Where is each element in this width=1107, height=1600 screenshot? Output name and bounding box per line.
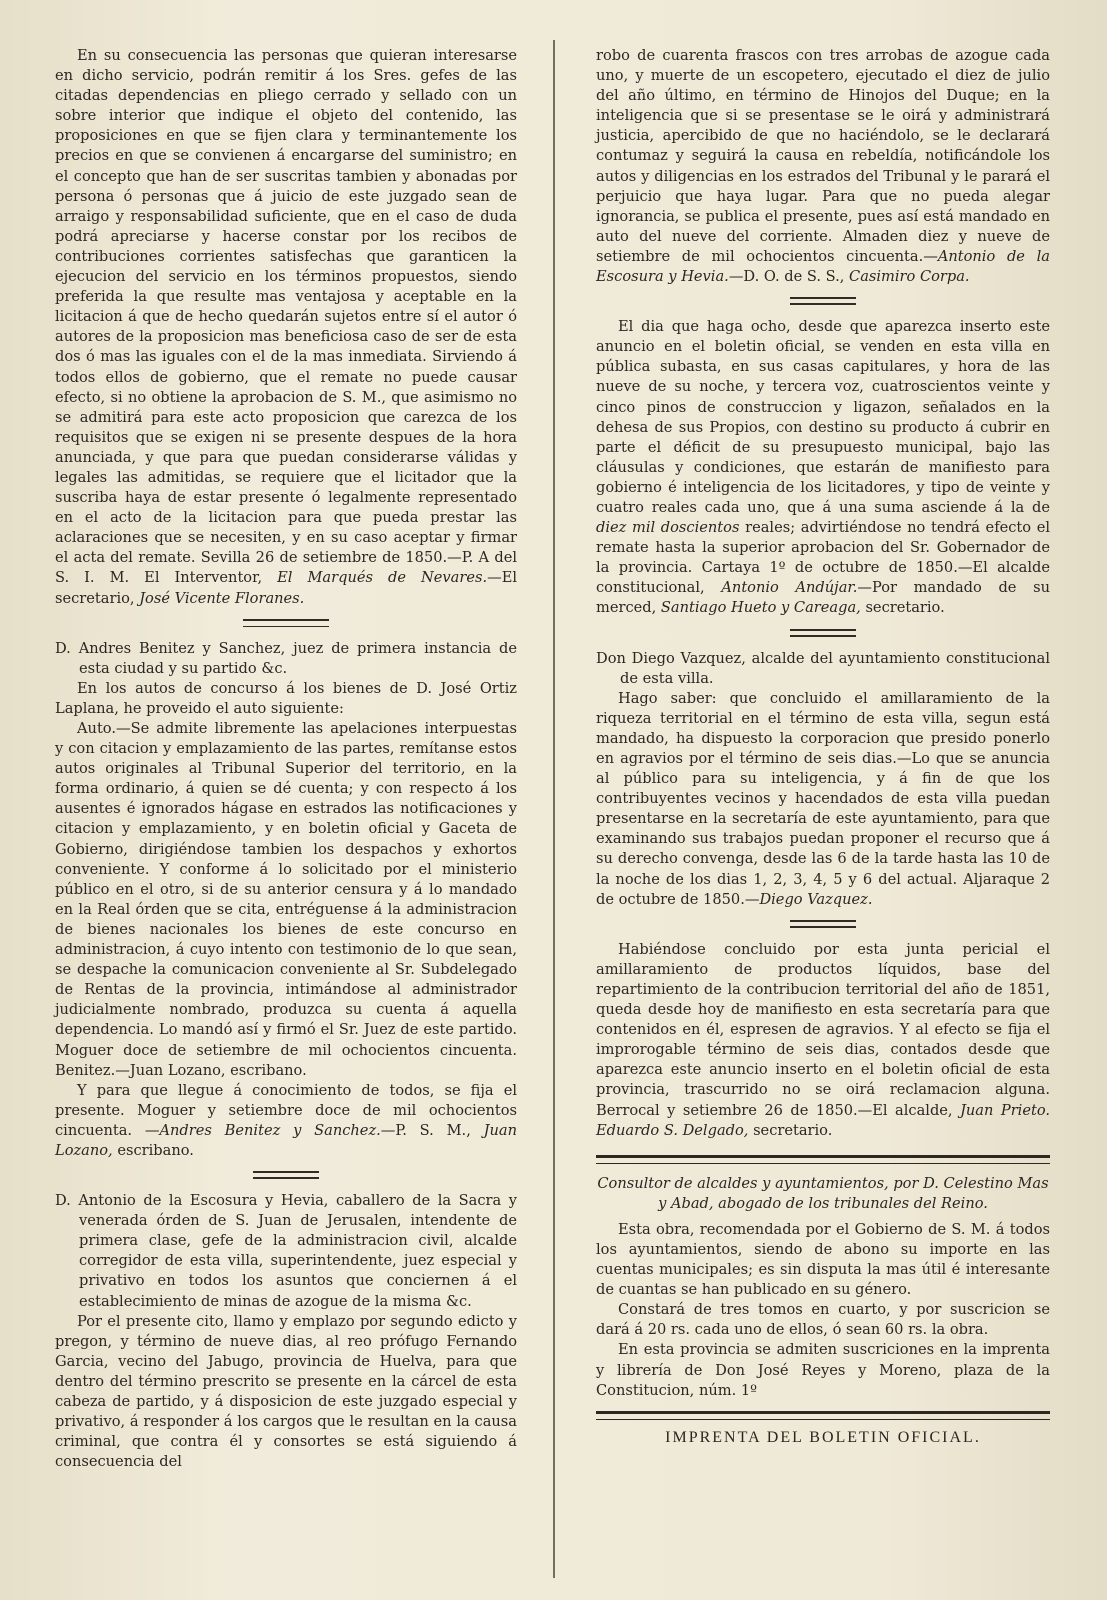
signature: Juan Prieto.	[960, 1101, 1051, 1119]
notice-amillaramiento: Habiéndose concluido por esta junta pericial el amillaramiento de productos líquidos, base del repartimiento de la contribucion territorial del año de 1851, queda desde hoy de manifiesto en esta secretaría para que contenidos en él, espresen de agravios. Y al efecto se fija el improrogable término de seis dias, contados desde que aparezca este anuncio inserto en el boletin oficial de esta provincia, trascurrido no se oirá reclamacion alguna. Berrocal y setiembre 26 de 1850.—El alcalde, Juan Prieto. Eduardo S. Delgado, secretario.	[596, 940, 1051, 1139]
separator-rule	[596, 1411, 1050, 1420]
notice-paragraph: Hago saber: que concluido el amillaramiento de la riqueza territorial en el término de esta villa, segun está mandado, ha dispuesto la corporacion que presido ponerlo en agravios por el término de seis dias.—Lo que se anuncia al público para su inteligencia, y á fin de que los contribuyentes vecinos y hacendados de esta villa puedan presentarse en la secretaría de este ayuntamiento, para que examinando sus trabajos puedan proponer el recurso que á su derecho convenga, desde las 6 de la tarde hasta las 10 de la noche de los dias 1, 2, 3, 4, 5 y 6 del actual. Aljaraque 2 de octubre de 1850.—Diego Vazquez.	[596, 689, 1050, 908]
right-column	[596, 46, 1050, 1600]
notice-heading: D. Andres Benitez y Sanchez, juez de primera instancia de esta ciudad y su partido &c.	[55, 639, 517, 677]
column-divider	[553, 40, 555, 1578]
signature: Santiago Hueto y Careaga,	[660, 599, 861, 617]
signature: Eduardo S. Delgado,	[596, 1121, 749, 1139]
signature: Casimiro Corpa.	[849, 268, 970, 286]
separator	[253, 1171, 319, 1179]
separator	[790, 297, 856, 305]
advert-paragraph: En esta provincia se admiten suscriciones en la imprenta y librería de Don José Reyes y Moreno, plaza de la Constitucion, núm. 1º	[596, 1341, 1050, 1399]
notice-paragraph: Auto.—Se admite libremente las apelaciones interpuestas y con citacion y emplazamiento de las partes, remítanse estos autos originales al Tribunal Superior del territorio, en la forma ordinario, á quien se dé cuenta; y con respecto á los ausentes é ignorados hágase en estrados las notificaciones y citacion y emplazamiento, y en boletin oficial y Gaceta de Gobierno, dirigiéndose tambien los despachos y exhortos conveniente. Y conforme á lo solicitado por el ministerio público en el otro, si de su anterior censura y á lo mandado en la Real órden que se cita, entréguense á la administracion de bienes nacionales los bienes de este concurso en administracion, á cuyo intento con testimonio de lo que sean, se despache la comunicacion conveniente al Sr. Subdelegado de Rentas de la provincia, intimándose al administrador judicialmente nombrado, produzca su cuenta á aquella dependencia. Lo mandó así y firmó el Sr. Juez de este partido. Moguer doce de setiembre de mil ochocientos cincuenta. Benitez.—Juan Lozano, escribano.	[55, 720, 517, 1079]
left-column	[55, 46, 517, 1600]
separator	[243, 619, 329, 627]
advert-paragraph: Constará de tres tomos en cuarto, y por suscricion se dará á 20 rs. cada uno de ellos, ó sean 60 rs. la obra.	[596, 1301, 1050, 1339]
notice-paragraph: Y para que llegue á conocimiento de todos, se fija el presente. Moguer y setiembre doce de mil ochocientos cincuenta. —Andres Benitez y Sanchez.—P. S. M., Juan Lozano, escribano.	[55, 1081, 518, 1159]
advert-paragraph: Esta obra, recomendada por el Gobierno de S. M. á todos los ayuntamientos, siendo de abono su importe en las cuentas municipales; es sin disputa la mas útil é interesante de cuantas se han publicado en su género.	[596, 1220, 1050, 1299]
imprint-footer: IMPRENTA DEL BOLETIN OFICIAL.	[665, 1428, 981, 1446]
signature: José Vicente Floranes.	[139, 589, 305, 607]
signature: Antonio Andújar.	[721, 579, 858, 597]
signature: El Marqués de Nevares.	[277, 569, 488, 587]
signature: —Andres Benitez y Sanchez.	[144, 1121, 381, 1139]
notice-continuation: robo de cuarenta frascos con tres arrobas de azogue cada uno, y muerte de un escopetero, ejecutado el diez de julio del año último, en término de Hinojos del Duque; en la inteligencia que si se presentase se le oirá y administrará justicia, apercibido de que no haciéndolo, se le declarará contumaz y seguirá la causa en rebeldía, notificándole los autos y diligencias en los estrados del Tribunal y le parará el perjuicio que haya lugar. Para que no pueda alegar ignorancia, se publica el presente, pues así está mandado en auto del nueve del corriente. Almaden diez y nueve de setiembre de mil ochocientos cincuenta.—Antonio de la Escosura y Hevia.—D. O. de S. S., Casimiro Corpa.	[596, 47, 1050, 286]
signature: Juan Lozano,	[55, 1121, 518, 1159]
notice-subasta: El dia que haga ocho, desde que aparezca inserto este anuncio en el boletin oficial, se venden en esta villa en pública subasta, en sus casas capitulares, y hora de las nueve de su noche, y tercera voz, cuatroscientos veinte y cinco pinos de construccion y ligazon, señalados en la dehesa de sus Propios, con destino su producto á cubrir en parte el déficit de su presupuesto municipal, bajo las cláusulas y condiciones, que estarán de manifiesto para gobierno é inteligencia de los licitadores, y tipo de veinte y cuatro reales cada uno, que á una suma asciende á la de diez mil doscientos reales; advirtiéndose no tendrá efecto el remate hasta la superior aprobacion del Sr. Gobernador de la provincia. Cartaya 1º de octubre de 1850.—El alcalde constitucional, Antonio Andújar.—Por mandado de su merced, Santiago Hueto y Careaga, secretario.	[596, 318, 1051, 617]
notice-paragraph: En los autos de concurso á los bienes de D. José Ortiz Laplana, he proveido el auto siguiente:	[55, 679, 517, 717]
advert-title: Consultor de alcaldes y ayuntamientos, por D. Celestino Mas y Abad, abogado de los tribunales del Reino.	[597, 1174, 1049, 1212]
signature: Diego Vazquez.	[759, 890, 873, 908]
separator	[790, 629, 856, 637]
notice-heading: Don Diego Vazquez, alcalde del ayuntamiento constitucional de esta villa.	[596, 649, 1050, 687]
notice-suministro: En su consecuencia las personas que quieran interesarse en dicho servicio, podrán remitir á los Sres. gefes de las citadas dependencias en pliego cerrado y sellado con un sobre interior que indique el objeto del contenido, las proposiciones en que se fijen clara y terminantemente los precios en que se convienen á encargarse del suministro; en el concepto que han de ser suscritas tambien y abonadas por persona ó personas que á juicio de este juzgado sean de arraigo y responsabilidad suficiente, que en el caso de duda podrá apreciarse y hacerse constar por los recibos de contribuciones corrientes satisfechas que garanticen la ejecucion del servicio en los términos propuestos, siendo preferida la que resulte mas ventajosa y aceptable en la licitacion á que de hecho quedarán sujetos entre sí el autor ó autores de la proposicion mas beneficiosa caso de ser de esta dos ó mas las iguales con el de la mas inmediata. Sirviendo á todos ellos de gobierno, que el remate no puede causar efecto, si no obtiene la aprobacion de S. M., que asimismo no se admitirá para este acto proposicion que carezca de los requisitos que se exigen ni se presente despues de la hora anunciada, y que para que puedan considerarse válidas y legales las admitidas, se requiere que el licitador que la suscriba haya de estar presente ó legalmente representado en el acto de la licitacion para que pueda prestar las aclaraciones que se necesiten, y en su caso aceptar y firmar el acta del remate. Sevilla 26 de setiembre de 1850.—P. A del S. I. M. El Interventor, El Marqués de Nevares.—El secretario, José Vicente Floranes.	[55, 47, 518, 607]
notice-heading: D. Antonio de la Escosura y Hevia, caballero de la Sacra y venerada órden de S. Juan de Jerusalen, intendente de primera clase, gefe de la administracion civil, alcalde corregidor de esta villa, superintendente, juez especial y privativo en todos los asuntos que conciernen á el establecimiento de minas de azogue de la misma &c.	[55, 1192, 517, 1310]
signature: —Antonio de la Escosura y Hevia.	[596, 247, 1050, 286]
separator-rule	[596, 1155, 1050, 1164]
separator	[790, 920, 856, 928]
notice-paragraph: Por el presente cito, llamo y emplazo por segundo edicto y pregon, y término de nueve dias, al reo prófugo Fernando Garcia, vecino del Jabugo, provincia de Huelva, para que dentro del término prescrito se presente en la cárcel de esta cabeza de partido, y á disposicion de este juzgado especial y privativo, á responder á los cargos que le resultan en la causa criminal, que contra él y consortes se está siguiendo á consecuencia del	[55, 1312, 517, 1471]
